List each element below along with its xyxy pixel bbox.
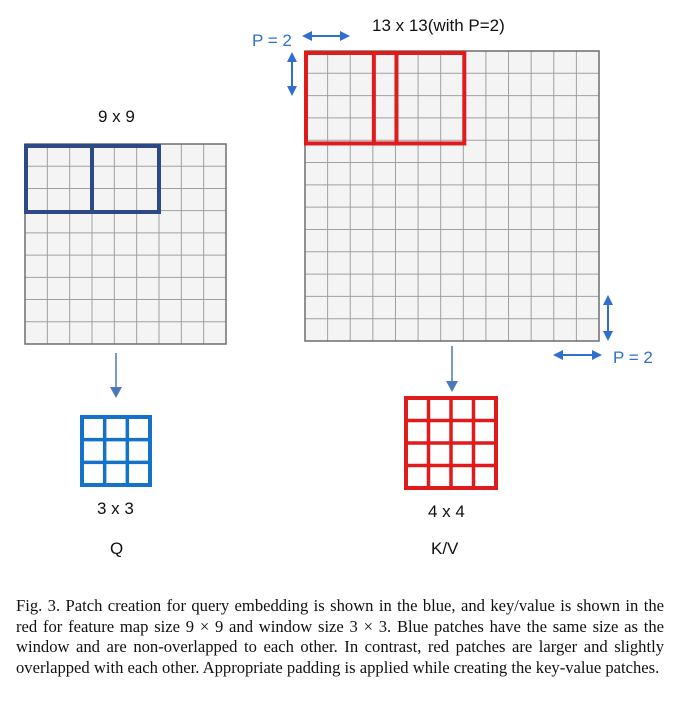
right-grid-title: 13 x 13(with P=2) bbox=[372, 16, 505, 35]
left-grid-title: 9 x 9 bbox=[98, 107, 135, 126]
key-value-patch bbox=[406, 398, 496, 488]
bottom-padding-horizontal-arrow-head-right bbox=[592, 350, 602, 360]
query-patch-cell-background bbox=[82, 417, 150, 485]
key-value-label: K/V bbox=[431, 539, 459, 558]
padding-label-top: P = 2 bbox=[252, 31, 292, 50]
bottom-padding-vertical-arrow-head-bottom bbox=[603, 331, 613, 341]
key-value-patch-size-label: 4 x 4 bbox=[428, 502, 465, 521]
bottom-padding-horizontal-arrow-head-left bbox=[553, 350, 563, 360]
top-padding-vertical-arrow-head-top bbox=[287, 52, 297, 62]
padded-feature-map-grid bbox=[305, 51, 599, 341]
feature-map-cell-background bbox=[25, 144, 226, 344]
bottom-padding-vertical-arrow-head-top bbox=[603, 295, 613, 305]
padding-label-bottom: P = 2 bbox=[613, 348, 653, 367]
query-label: Q bbox=[110, 539, 124, 558]
query-patch-size-label: 3 x 3 bbox=[97, 499, 134, 518]
padded-feature-map-cell-background bbox=[305, 51, 599, 341]
figure-caption: Fig. 3. Patch creation for query embedding is shown in the blue, and key/value is shown in the red for feature map size 9 × 9 and window size 3 × 3. Blue patches have the same size as the window and are non-overlapped to each other. In contrast, red patches are larger and slightly overlapped with each other. Appropriate padding is applied while creating the key-value patches. bbox=[16, 596, 664, 677]
feature-map-grid bbox=[25, 144, 226, 344]
key-value-down-arrow-head bbox=[446, 381, 458, 392]
top-padding-vertical-arrow-head-bottom bbox=[287, 86, 297, 96]
top-padding-horizontal-arrow-head-left bbox=[302, 31, 312, 41]
top-padding-horizontal-arrow-head-right bbox=[340, 31, 350, 41]
query-down-arrow-head bbox=[110, 387, 122, 398]
query-patch bbox=[82, 417, 150, 485]
